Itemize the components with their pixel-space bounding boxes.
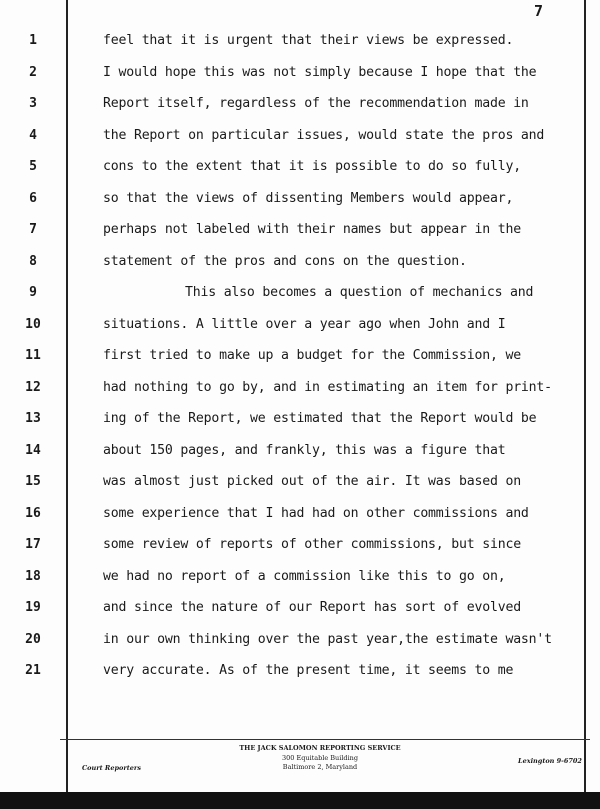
line-number: 15 [25,474,41,489]
line-text: we had no report of a commission like this to go on, [103,568,506,584]
footer-address-1: 300 Equitable Building [282,754,358,762]
footer-court-reporters: Court Reporters [82,764,141,772]
line-text: about 150 pages, and frankly, this was a figure that [103,442,506,458]
line-text: was almost just picked out of the air. It was based on [103,474,521,489]
line-number: 1 [29,33,37,48]
line-number: 21 [25,663,41,678]
line-number: 4 [29,127,37,143]
line-text: feel that it is urgent that their views be expressed. [103,33,514,48]
line-number: 7 [29,222,37,237]
line-number: 2 [29,64,37,80]
line-text: I would hope this was not simply because I hope that the [103,64,537,80]
line-number: 3 [29,96,37,111]
line-number: 8 [29,253,37,269]
line-text: had nothing to go by, and in estimating an item for print- [103,379,552,395]
footer-phone: Lexington 9-6702 [518,757,582,765]
line-text: the Report on particular issues, would state the pros and [103,127,545,143]
line-text: situations. A little over a year ago when John and I [103,316,506,332]
line-text: so that the views of dissenting Members would appear, [103,190,514,206]
line-text: ing of the Report, we estimated that the Report would be [103,411,537,426]
line-number: 13 [25,411,41,426]
footer-service: THE JACK SALOMON REPORTING SERVICE [239,744,401,752]
line-number: 11 [25,348,41,363]
line-text: very accurate. As of the present time, it seems to me [103,663,514,678]
line-number: 5 [29,159,37,174]
line-text: some review of reports of other commissions, but since [103,537,521,552]
line-number: 6 [29,190,37,206]
footer-divider [60,739,590,740]
line-text: This also becomes a question of mechanics and [185,285,534,300]
scan-edge-band [0,792,600,809]
line-number: 14 [25,442,41,458]
right-margin-line [584,0,586,792]
line-text: and since the nature of our Report has sort of evolved [103,600,521,615]
line-number: 18 [25,568,41,584]
line-text: some experience that I had had on other commissions and [103,505,529,521]
page-number: 7 [534,2,544,20]
line-number: 19 [25,600,41,615]
line-number: 10 [25,316,41,332]
line-number: 16 [25,505,41,521]
line-number: 12 [25,379,41,395]
line-text: Report itself, regardless of the recommendation made in [103,96,529,111]
left-margin-line [66,0,68,792]
line-number: 20 [25,631,41,647]
line-text: perhaps not labeled with their names but appear in the [103,222,521,237]
line-text: in our own thinking over the past year,the estimate wasn't [103,631,552,647]
line-number: 17 [25,537,41,552]
line-number: 9 [29,285,37,300]
line-text: cons to the extent that it is possible to do so fully, [103,159,521,174]
line-text: first tried to make up a budget for the Commission, we [103,348,521,363]
footer-address-2: Baltimore 2, Maryland [282,763,358,771]
line-text: statement of the pros and cons on the question. [103,253,467,269]
